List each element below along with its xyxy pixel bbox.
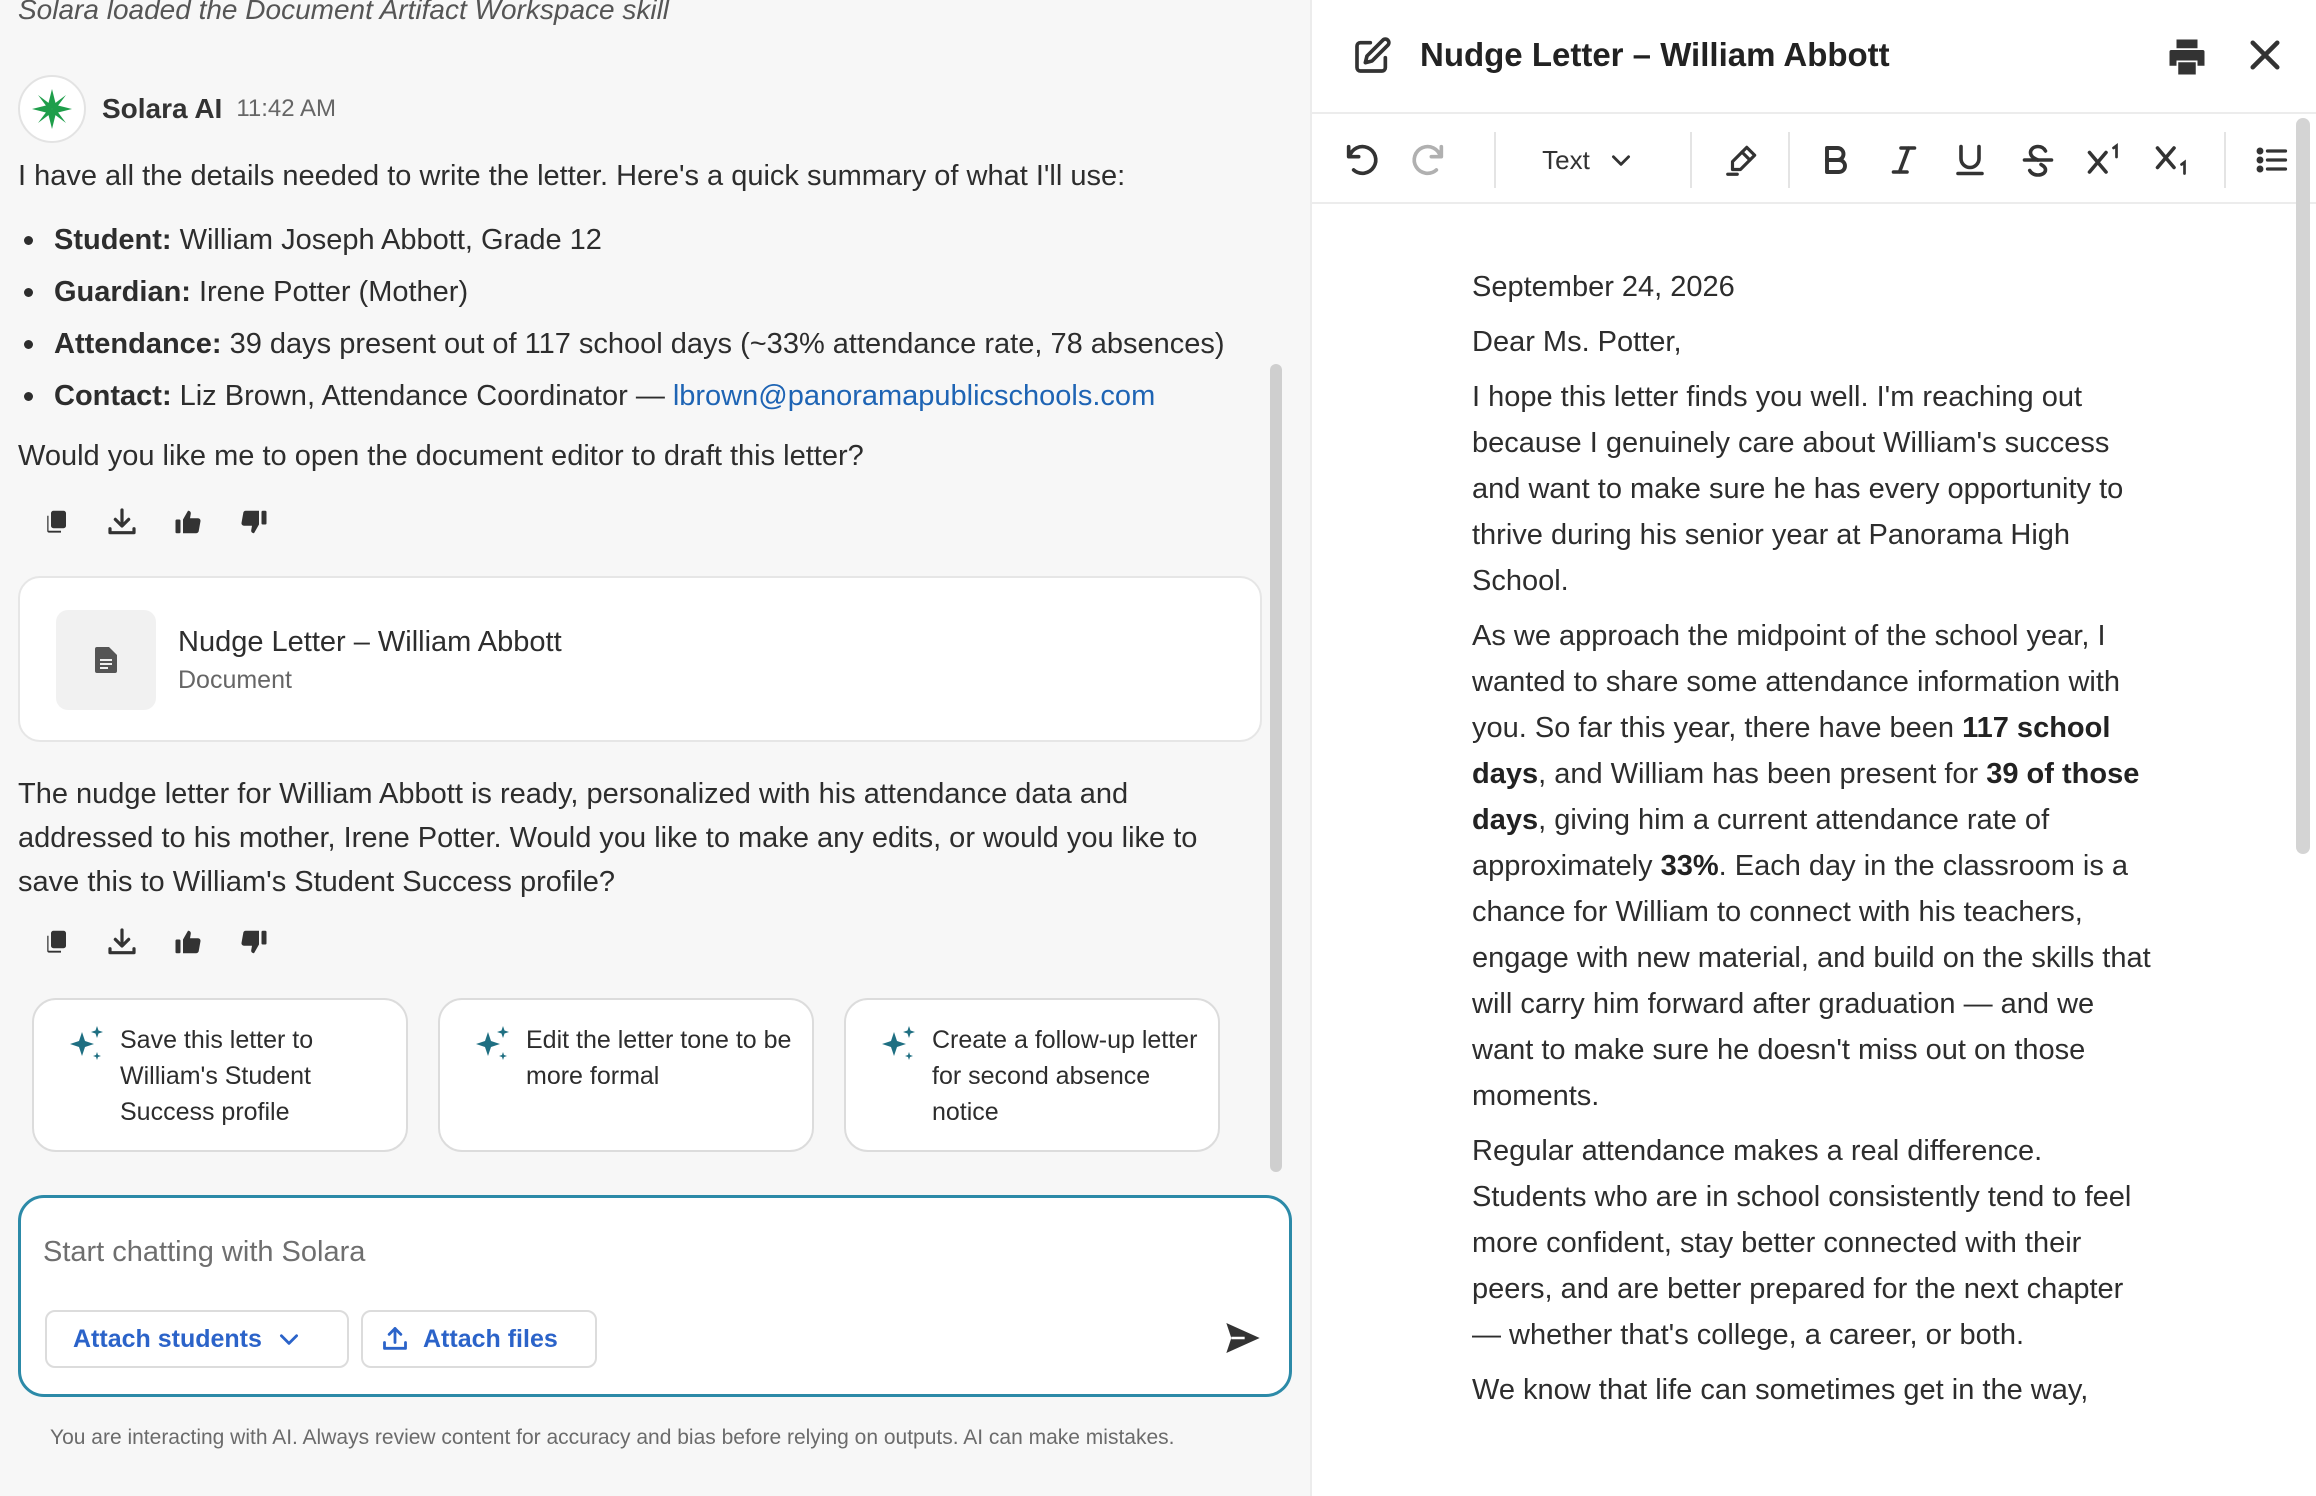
chevron-down-icon (1608, 147, 1634, 173)
strikethrough-icon[interactable] (2016, 138, 2060, 182)
thumbs-down-icon[interactable] (234, 922, 274, 962)
solara-logo-icon (30, 87, 74, 131)
sparkle-icon (470, 1024, 514, 1064)
letter-paragraph-3: Regular attendance makes a real difference. Students who are in school consistently tend to feel more confident, stay better connected with their peers, and are better prepared for the next chapter — whether that's college, a career, or both. (1472, 1135, 2132, 1351)
letter-paragraph-1: I hope this letter finds you well. I'm reaching out because I genuinely care about William's success and want to make sure he has every opportunity to thrive during his senior year at Panorama High School. (1472, 381, 2124, 597)
toolbar-divider (1494, 132, 1496, 188)
send-button[interactable] (1219, 1314, 1267, 1362)
document-card-title: Nudge Letter – William Abbott (178, 626, 562, 658)
toolbar-divider (1788, 132, 1790, 188)
bullet-list-icon[interactable] (2252, 138, 2292, 182)
message-ready: The nudge letter for William Abbott is ready, personalized with his attendance data and addressed to his mother, Irene Potter. Would you like to make any edits, or would you like to save this to William's Student Success profile? (18, 778, 1198, 898)
document-card-type: Document (178, 666, 292, 694)
message-intro: I have all the details needed to write the letter. Here's a quick summary of what I'll use: (18, 160, 1126, 192)
highlighter-icon[interactable] (1720, 138, 1764, 182)
send-icon (1223, 1318, 1263, 1358)
upload-icon (381, 1325, 409, 1353)
editor-toolbar (1312, 116, 2316, 204)
letter-paragraph-2: As we approach the midpoint of the school year, I wanted to share some attendance information with you. So far this year, there have been 117 school days, and William has been present for 39 of those days, giving him a current attendance rate of approximately 33%. Each day in the classroom is a chance for William to connect with his teachers, engage with new material, and build on the skills that will carry him forward after graduation — and we want to make sure he doesn't miss out on those moments. (1472, 620, 2151, 1112)
skill-loaded-notice: Solara loaded the Document Artifact Workspace skill (18, 0, 670, 25)
document-artifact-card[interactable] (18, 576, 1262, 742)
italic-icon[interactable] (1882, 138, 1926, 182)
edit-document-icon (1352, 36, 1392, 76)
assistant-name: Solara AI (102, 93, 223, 124)
document-editor-pane (1312, 0, 2316, 1496)
details-list (24, 214, 1225, 422)
editor-header (1312, 0, 2316, 114)
thumbs-up-icon[interactable] (168, 922, 208, 962)
download-icon[interactable] (102, 922, 142, 962)
detail-contact: Contact: Liz Brown, Attendance Coordinator — lbrown@panoramapublicschools.com (24, 370, 1225, 422)
chat-scrollbar[interactable] (1270, 364, 1282, 1172)
message-actions-2 (36, 922, 274, 962)
sparkle-icon (876, 1024, 920, 1064)
assistant-header (18, 74, 336, 144)
contact-email-link[interactable]: lbrown@panoramapublicschools.com (672, 379, 1156, 412)
suggestion-chips (32, 998, 1220, 1152)
suggestion-follow-up[interactable]: Create a follow-up letter for second absence notice (844, 998, 1220, 1152)
attach-files-button[interactable]: Attach files (361, 1310, 597, 1368)
underline-icon[interactable] (1948, 138, 1992, 182)
thumbs-down-icon[interactable] (234, 502, 274, 542)
message-actions (36, 502, 274, 542)
sparkle-icon (64, 1024, 108, 1064)
suggestion-save-profile[interactable]: Save this letter to William's Student Success profile (32, 998, 408, 1152)
undo-icon[interactable] (1340, 138, 1384, 182)
thumbs-up-icon[interactable] (168, 502, 208, 542)
document-thumbnail (56, 610, 156, 710)
letter-greeting: Dear Ms. Potter, (1472, 326, 1682, 358)
message-question: Would you like me to open the document editor to draft this letter? (18, 440, 864, 472)
suggestion-formal-tone[interactable]: Edit the letter tone to be more formal (438, 998, 814, 1152)
subscript-icon[interactable] (2150, 138, 2198, 182)
chevron-down-icon (276, 1326, 302, 1352)
editor-scrollbar[interactable] (2296, 118, 2310, 854)
copy-icon[interactable] (36, 922, 76, 962)
bold-icon[interactable] (1814, 138, 1858, 182)
download-icon[interactable] (102, 502, 142, 542)
copy-icon[interactable] (36, 502, 76, 542)
superscript-icon[interactable] (2082, 138, 2130, 182)
chat-input[interactable] (43, 1236, 1143, 1269)
toolbar-divider (2224, 132, 2226, 188)
message-timestamp: 11:42 AM (236, 95, 336, 122)
document-icon (95, 647, 117, 673)
solara-avatar (18, 75, 86, 143)
attach-students-button[interactable]: Attach students (45, 1310, 349, 1368)
toolbar-divider (1690, 132, 1692, 188)
print-icon[interactable] (2166, 36, 2208, 83)
redo-icon[interactable] (1406, 138, 1450, 182)
chat-composer (18, 1195, 1292, 1397)
close-icon[interactable] (2244, 34, 2286, 81)
text-style-select[interactable]: Text (1528, 138, 1648, 182)
editor-title: Nudge Letter – William Abbott (1420, 36, 1890, 73)
ai-disclaimer: You are interacting with AI. Always review content for accuracy and bias before relying on outputs. AI can make mistakes. (50, 1426, 1175, 1449)
letter-date: September 24, 2026 (1472, 271, 1735, 303)
detail-guardian: Guardian: Irene Potter (Mother) (24, 266, 1225, 318)
detail-student: Student: William Joseph Abbott, Grade 12 (24, 214, 1225, 266)
letter-body[interactable] (1472, 264, 2152, 1422)
letter-paragraph-4: We know that life can sometimes get in the way, (1472, 1374, 2089, 1406)
detail-attendance: Attendance: 39 days present out of 117 school days (~33% attendance rate, 78 absences) (24, 318, 1225, 370)
